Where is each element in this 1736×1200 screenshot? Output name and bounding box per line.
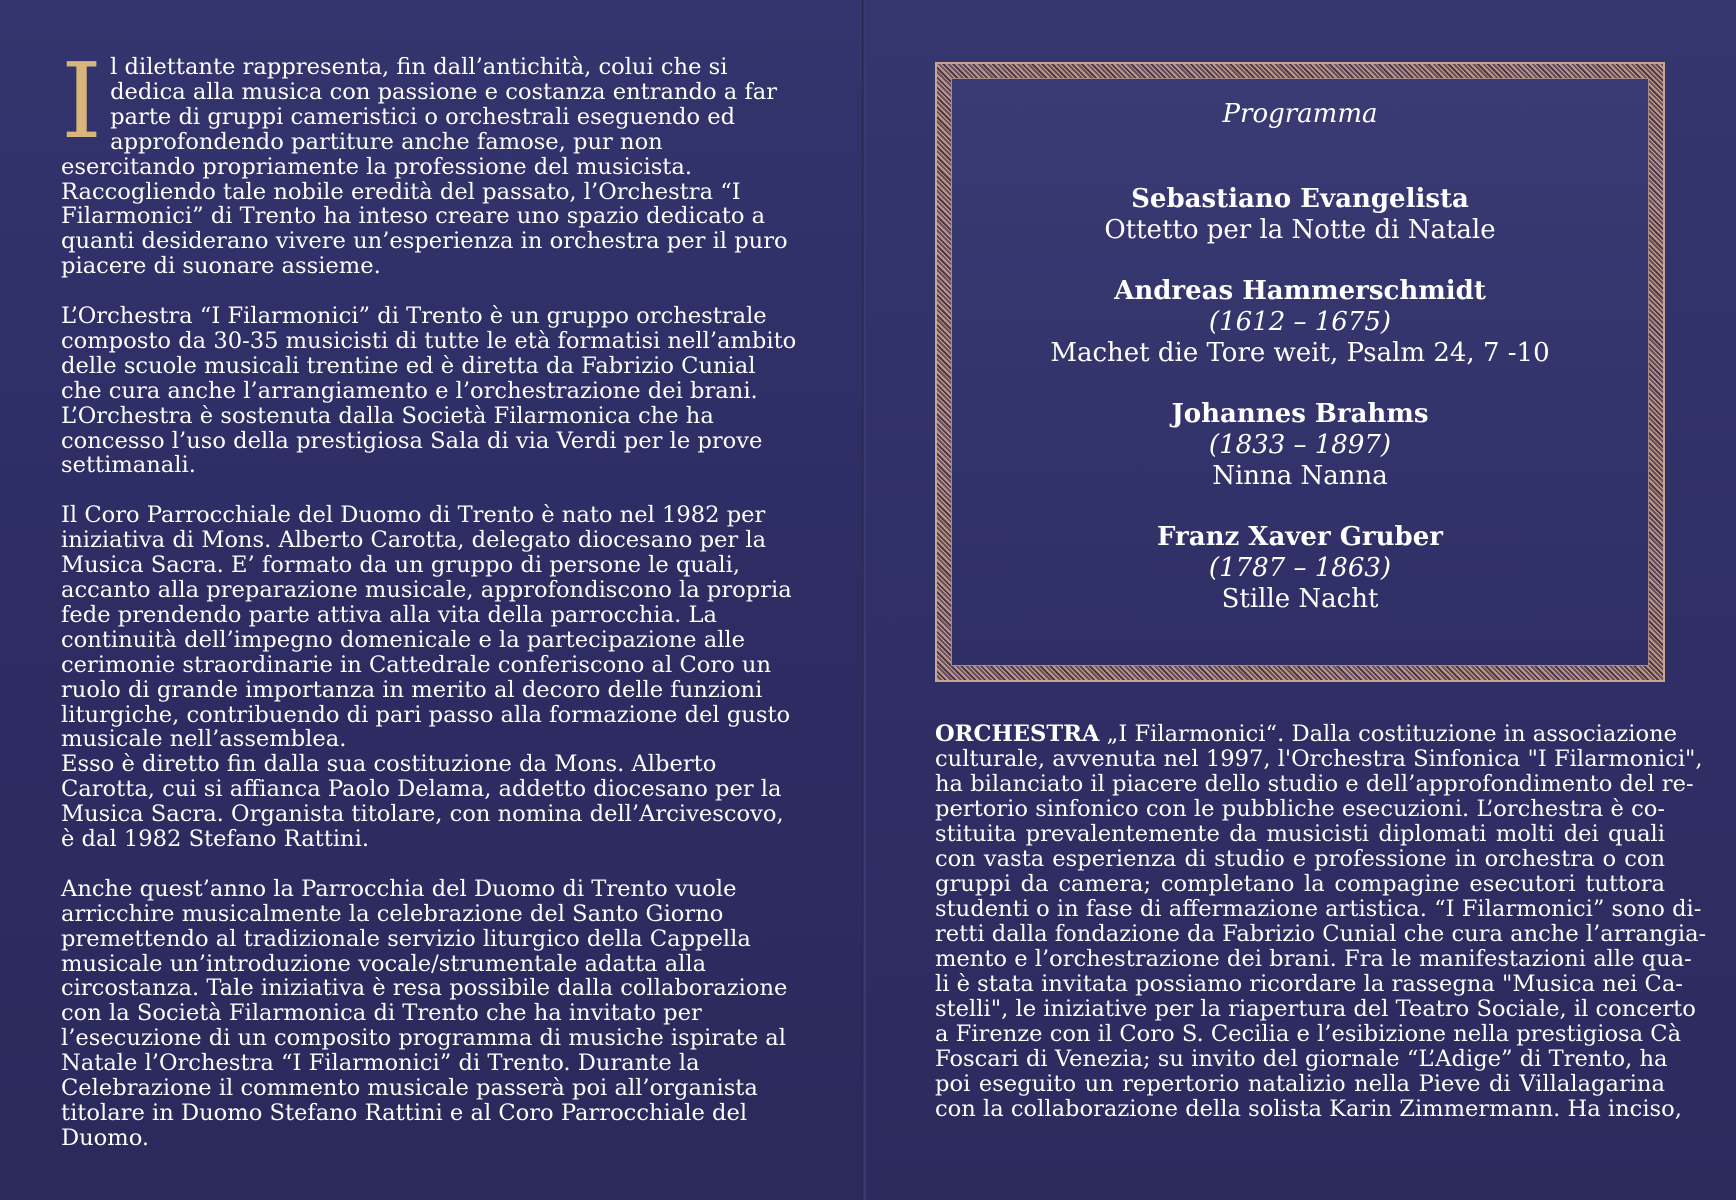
drop-cap: I: [61, 40, 103, 162]
orchestra-description-paragraph: L’Orchestra “I Filarmonici” di Trento è un gruppo orchestrale composto da 30-35 musicisti di tutte le età formatisi nell’ambito delle scuole musicali trentine ed è diretta da Fabrizio Cunial che cura anche l’arrangiamento e l’orchestrazione dei brani. L’Orchestra è sostenuta dalla Società Filarmonica che ha concesso l’uso della prestigiosa Sala di via Verdi per le prove settimanali.: [61, 303, 797, 479]
bio-line: studenti o in fase di affermazione artistica. “I Filarmonici” sono di-: [935, 896, 1702, 922]
work-title: Ottetto per la Notte di Natale: [1104, 215, 1496, 245]
bio-line: con vasta esperienza di studio e professione in orchestra o con: [935, 846, 1665, 872]
programme-heading: Programma: [1222, 99, 1378, 129]
programme-item: [952, 276, 1648, 369]
bio-line: poi eseguito un repertorio natalizio nella Pieve di Villalagarina: [935, 1071, 1665, 1097]
orchestra-bio: [935, 721, 1707, 1122]
composer-dates: (1612 – 1675): [1208, 307, 1392, 337]
bio-line: pertorio sinfonico con le pubbliche esecuzioni. L’orchestra è co-: [935, 796, 1665, 822]
bio-line: culturale, avvenuta nel 1997, l'Orchestra Sinfonica "I Filarmonici",: [935, 746, 1703, 772]
programme-frame: [935, 62, 1665, 682]
work-title: Ninna Nanna: [1212, 461, 1388, 491]
programme-item: [952, 184, 1648, 246]
programme-box: [951, 78, 1649, 666]
bio-line: gruppi da camera; completano la compagine esecutori tuttora: [935, 871, 1665, 897]
intro-paragraph-text: l dilettante rappresenta, fin dall’antichità, colui che si dedica alla musica con passione e costanza entrando a far parte di gruppi cameristici o orchestrali eseguendo ed approfondendo partiture anche famose, pur non esercitando propriamente la professione del musicista. Raccogliendo tale nobile eredità del passato, l’Orchestra “I Filarmonici” di Trento ha inteso creare uno spazio dedicato a quanti desiderano vivere un’esperienza in orchestra per il puro piacere di suonare assieme.: [61, 54, 788, 280]
composer-name: Andreas Hammerschmidt: [1114, 276, 1486, 306]
bio-line: ORCHESTRA „I Filarmonici“. Dalla costituzione in associazione: [935, 721, 1677, 747]
celebration-paragraph: Anche quest’anno la Parrocchia del Duomo di Trento vuole arricchire musicalmente la celebrazione del Santo Giorno premettendo al tradizionale servizio liturgico della Cappella musicale un’introduzione vocale/strumentale adatta alla circostanza. Tale iniziativa è resa possibile dalla collaborazione con la Società Filarmonica di Trento che ha invitato per l’esecuzione di un composito programma di musiche ispirate al Natale l’Orchestra “I Filarmonici” di Trento. Durante la Celebrazione il commento musicale passerà poi all’organista titolare in Duomo Stefano Rattini e al Coro Parrocchiale del Duomo.: [61, 875, 788, 1151]
bio-line: stituita prevalentemente da musicisti diplomati molti dei quali: [935, 821, 1665, 847]
intro-paragraph: [61, 40, 801, 280]
programme-item: [952, 399, 1648, 492]
orchestra-lead: ORCHESTRA: [935, 721, 1100, 747]
bio-line: a Firenze con il Coro S. Cecilia e l’esibizione nella prestigiosa Cà: [935, 1021, 1682, 1047]
composer-dates: (1833 – 1897): [1208, 430, 1392, 460]
bio-line: mento e l’orchestrazione dei brani. Fra le manifestazioni alle qua-: [935, 946, 1692, 972]
work-title: Stille Nacht: [1221, 584, 1379, 614]
bio-line: con la collaborazione della solista Karin Zimmermann. Ha inciso,: [935, 1096, 1682, 1122]
work-title: Machet die Tore weit, Psalm 24, 7 -10: [1050, 338, 1550, 368]
programme-item: [952, 522, 1648, 615]
composer-name: Johannes Brahms: [1171, 399, 1429, 429]
left-column-text: [61, 40, 801, 1176]
bio-line: Foscari di Venezia; su invito del giornale “L’Adige” di Trento, ha: [935, 1046, 1668, 1072]
choir-history-paragraph: Il Coro Parrocchiale del Duomo di Trento è nato nel 1982 per iniziativa di Mons. Alberto Carotta, delegato diocesano per la Musica Sacra. E’ formato da un gruppo di persone le quali, accanto alla preparazione musicale, approfondiscono la propria fede prendendo parte attiva alla vita della parrocchia. La continuità dell’impegno domenicale e la partecipazione alle cerimonie straordinarie in Cattedrale conferiscono al Coro un ruolo di grande importanza in merito al decoro delle funzioni liturgiche, contribuendo di pari passo alla formazione del gusto musicale nell’assemblea.: [61, 502, 792, 753]
bio-line: ha bilanciato il piacere dello studio e dell’approfondimento del re-: [935, 771, 1694, 797]
composer-name: Sebastiano Evangelista: [1131, 184, 1469, 214]
bio-line: retti dalla fondazione da Fabrizio Cunial che cura anche l’arrangia-: [935, 921, 1707, 947]
bio-line: stelli", le iniziative per la riapertura del Teatro Sociale, il concerto: [935, 996, 1696, 1022]
left-page: [0, 0, 864, 1200]
choir-direction-paragraph: Esso è diretto fin dalla sua costituzione da Mons. Alberto Carotta, cui si affianca Paolo Delama, addetto diocesano per la Musica Sacra. Organista titolare, con nomina dell’Arcivescovo, è dal 1982 Stefano Rattini.: [61, 751, 784, 853]
composer-dates: (1787 – 1863): [1208, 553, 1392, 583]
composer-name: Franz Xaver Gruber: [1157, 522, 1443, 552]
programme-list: [952, 184, 1648, 645]
bio-line: li è stata invitata possiamo ricordare la rassegna "Musica nei Ca-: [935, 971, 1683, 997]
